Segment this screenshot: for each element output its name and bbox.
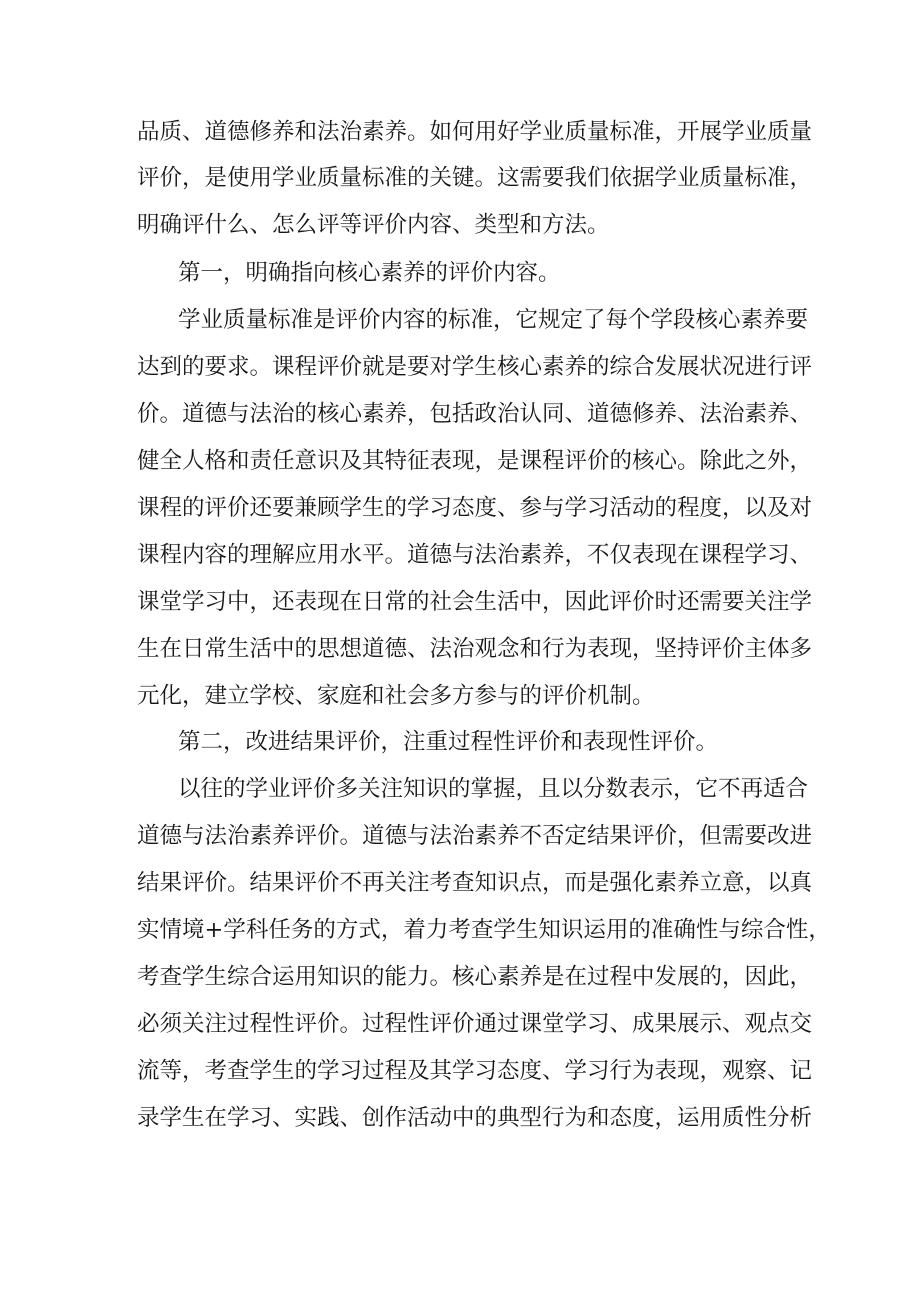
paragraph-line: 道德与法治素养评价。道德与法治素养不否定结果评价，但需要改进 (137, 823, 813, 849)
paragraph-line: 品质、道德修养和法治素养。如何用好学业质量标准，开展学业质量 (137, 119, 813, 145)
section-heading: 第二，改进结果评价，注重过程性评价和表现性评价。 (178, 729, 719, 755)
section-heading: 第一，明确指向核心素养的评价内容。 (178, 260, 561, 286)
paragraph-line: 生在日常生活中的思想道德、法治观念和行为表现，坚持评价主体多 (137, 636, 813, 662)
paragraph-line: 录学生在学习、实践、创作活动中的典型行为和态度，运用质性分析 (137, 1105, 813, 1131)
paragraph-line: 流等，考查学生的学习过程及其学习态度、学习行为表现，观察、记 (137, 1058, 813, 1084)
paragraph-line: 考查学生综合运用知识的能力。核心素养是在过程中发展的，因此， (137, 964, 813, 990)
paragraph-line: 课堂学习中，还表现在日常的社会生活中，因此评价时还需要关注学 (137, 589, 813, 615)
paragraph-line: 必须关注过程性评价。过程性评价通过课堂学习、成果展示、观点交 (137, 1011, 813, 1037)
paragraph-line: 元化，建立学校、家庭和社会多方参与的评价机制。 (137, 683, 655, 709)
paragraph-line: 结果评价。结果评价不再关注考查知识点，而是强化素养立意，以真 (137, 870, 813, 896)
paragraph-line: 价。道德与法治的核心素养，包括政治认同、道德修养、法治素养、 (137, 401, 813, 427)
paragraph-line: 以往的学业评价多关注知识的掌握，且以分数表示，它不再适合 (178, 776, 809, 802)
paragraph-line: 达到的要求。课程评价就是要对学生核心素养的综合发展状况进行评 (137, 354, 813, 380)
paragraph-line: 学业质量标准是评价内容的标准，它规定了每个学段核心素养要 (178, 307, 809, 333)
paragraph-line: 实情境+学科任务的方式，着力考查学生知识运用的准确性与综合性， (137, 917, 831, 943)
paragraph-line: 评价，是使用学业质量标准的关键。这需要我们依据学业质量标准， (137, 165, 813, 191)
paragraph-line: 课程内容的理解应用水平。道德与法治素养，不仅表现在课程学习、 (137, 542, 813, 568)
paragraph-line: 课程的评价还要兼顾学生的学习态度、参与学习活动的程度，以及对 (137, 495, 813, 521)
paragraph-line: 健全人格和责任意识及其特征表现，是课程评价的核心。除此之外， (137, 448, 813, 474)
paragraph-line: 明确评什么、怎么评等评价内容、类型和方法。 (137, 212, 610, 238)
